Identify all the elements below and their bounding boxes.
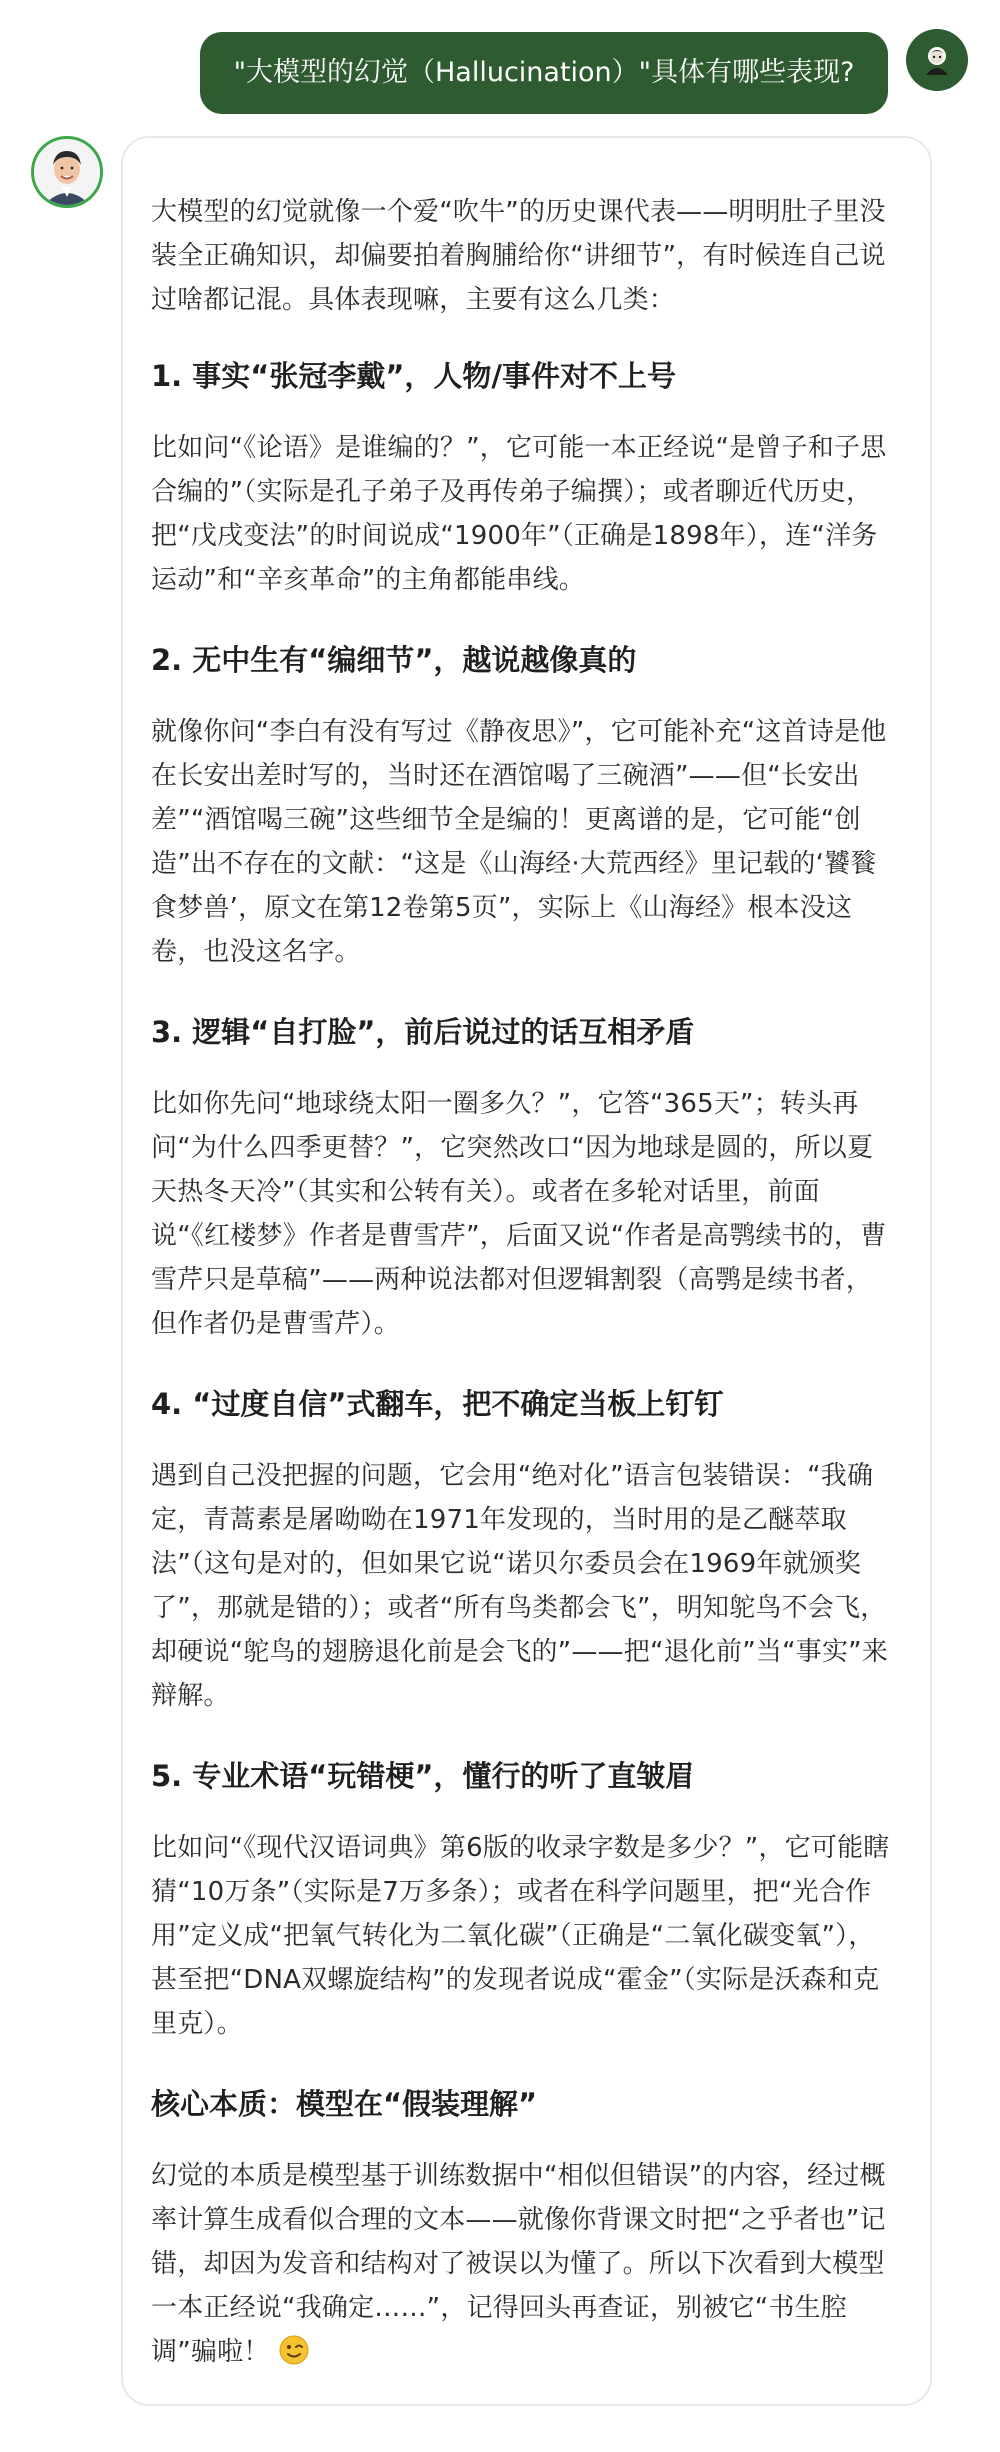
section-body: 比如问“《论语》是谁编的？”，它可能一本正经说“是曾子和子思合编的”（实际是孔子弟子及再传弟子编撰）；或者聊近代历史，把“戊戌变法”的时间说成“1900年”（正确是1898年），连“洋务运动”和“辛亥革命”的主角都能串线。 [151, 433, 887, 595]
conclusion-body [151, 2154, 894, 2374]
section-heading: 4. “过度自信”式翻车，把不确定当板上钉钉 [151, 1387, 724, 1421]
section-heading: 2. 无中生有“编细节”，越说越像真的 [151, 643, 637, 677]
section-heading: 1. 事实“张冠李戴”，人物/事件对不上号 [151, 359, 677, 393]
user-message-bubble [200, 32, 888, 114]
wink-emoji-icon [279, 2335, 309, 2365]
section-heading: 3. 逻辑“自打脸”，前后说过的话互相矛盾 [151, 1015, 695, 1049]
section-heading: 5. 专业术语“玩错梗”，懂行的听了直皱眉 [151, 1759, 695, 1793]
assistant-avatar-photo [34, 139, 100, 205]
user-avatar[interactable] [906, 29, 968, 91]
conclusion-text: 幻觉的本质是模型基于训练数据中“相似但错误”的内容，经过概率计算生成看似合理的文本——就像你背课文时把“之乎者也”记错，却因为发音和结构对了被误以为懂了。所以下次看到大模型一本正经说“我确定……”，记得回头再查证，别被它“书生腔调”骗啦！ [151, 2161, 886, 2367]
section-body: 比如你先问“地球绕太阳一圈多久？”，它答“365天”；转头再问“为什么四季更替？”，它突然改口“因为地球是圆的，所以夏天热冬天冷”（其实和公转有关）。或者在多轮对话里，前面说“《红楼梦》作者是曹雪芹”，后面又说“作者是高鹗续书的，曹雪芹只是草稿”——两种说法都对但逻辑割裂（高鹗是续书者，但作者仍是曹雪芹）。 [151, 1089, 887, 1339]
user-avatar-icon [920, 43, 954, 77]
section-body: 遇到自己没把握的问题，它会用“绝对化”语言包装错误：“我确定，青蒿素是屠呦呦在1971年发现的，当时用的是乙醚萃取法”（这句是对的，但如果它说“诺贝尔委员会在1969年就颁奖了”，那就是错的）；或者“所有鸟类都会飞”，明知鸵鸟不会飞，却硬说“鸵鸟的翅膀退化前是会飞的”——把“退化前”当“事实”来辩解。 [151, 1461, 889, 1711]
assistant-answer-card [121, 136, 932, 2406]
conclusion-heading: 核心本质：模型在“假装理解” [151, 2087, 538, 2121]
section-body: 比如问“《现代汉语词典》第6版的收录字数是多少？”，它可能瞎猜“10万条”（实际是7万多条）；或者在科学问题里，把“光合作用”定义成“把氧气转化为二氧化碳”（正确是“二氧化碳变氧”），甚至把“DNA双螺旋结构”的发现者说成“霍金”（实际是沃森和克里克）。 [151, 1833, 890, 2039]
answer-intro: 大模型的幻觉就像一个爱“吹牛”的历史课代表——明明肚子里没装全正确知识，却偏要拍着胸脯给你“讲细节”，有时候连自己说过啥都记混。具体表现嘛，主要有这么几类： [151, 197, 886, 315]
assistant-avatar[interactable] [31, 136, 103, 208]
section-body: 就像你问“李白有没有写过《静夜思》”，它可能补充“这首诗是他在长安出差时写的，当时还在酒馆喝了三碗酒”——但“长安出差”“酒馆喝三碗”这些细节全是编的！更离谱的是，它可能“创造”出不存在的文献：“这是《山海经·大荒西经》里记载的‘饕餮食梦兽’，原文在第12卷第5页”，实际上《山海经》根本没这卷，也没这名字。 [151, 717, 887, 967]
user-message-text: "大模型的幻觉（Hallucination）"具体有哪些表现? [233, 57, 855, 88]
